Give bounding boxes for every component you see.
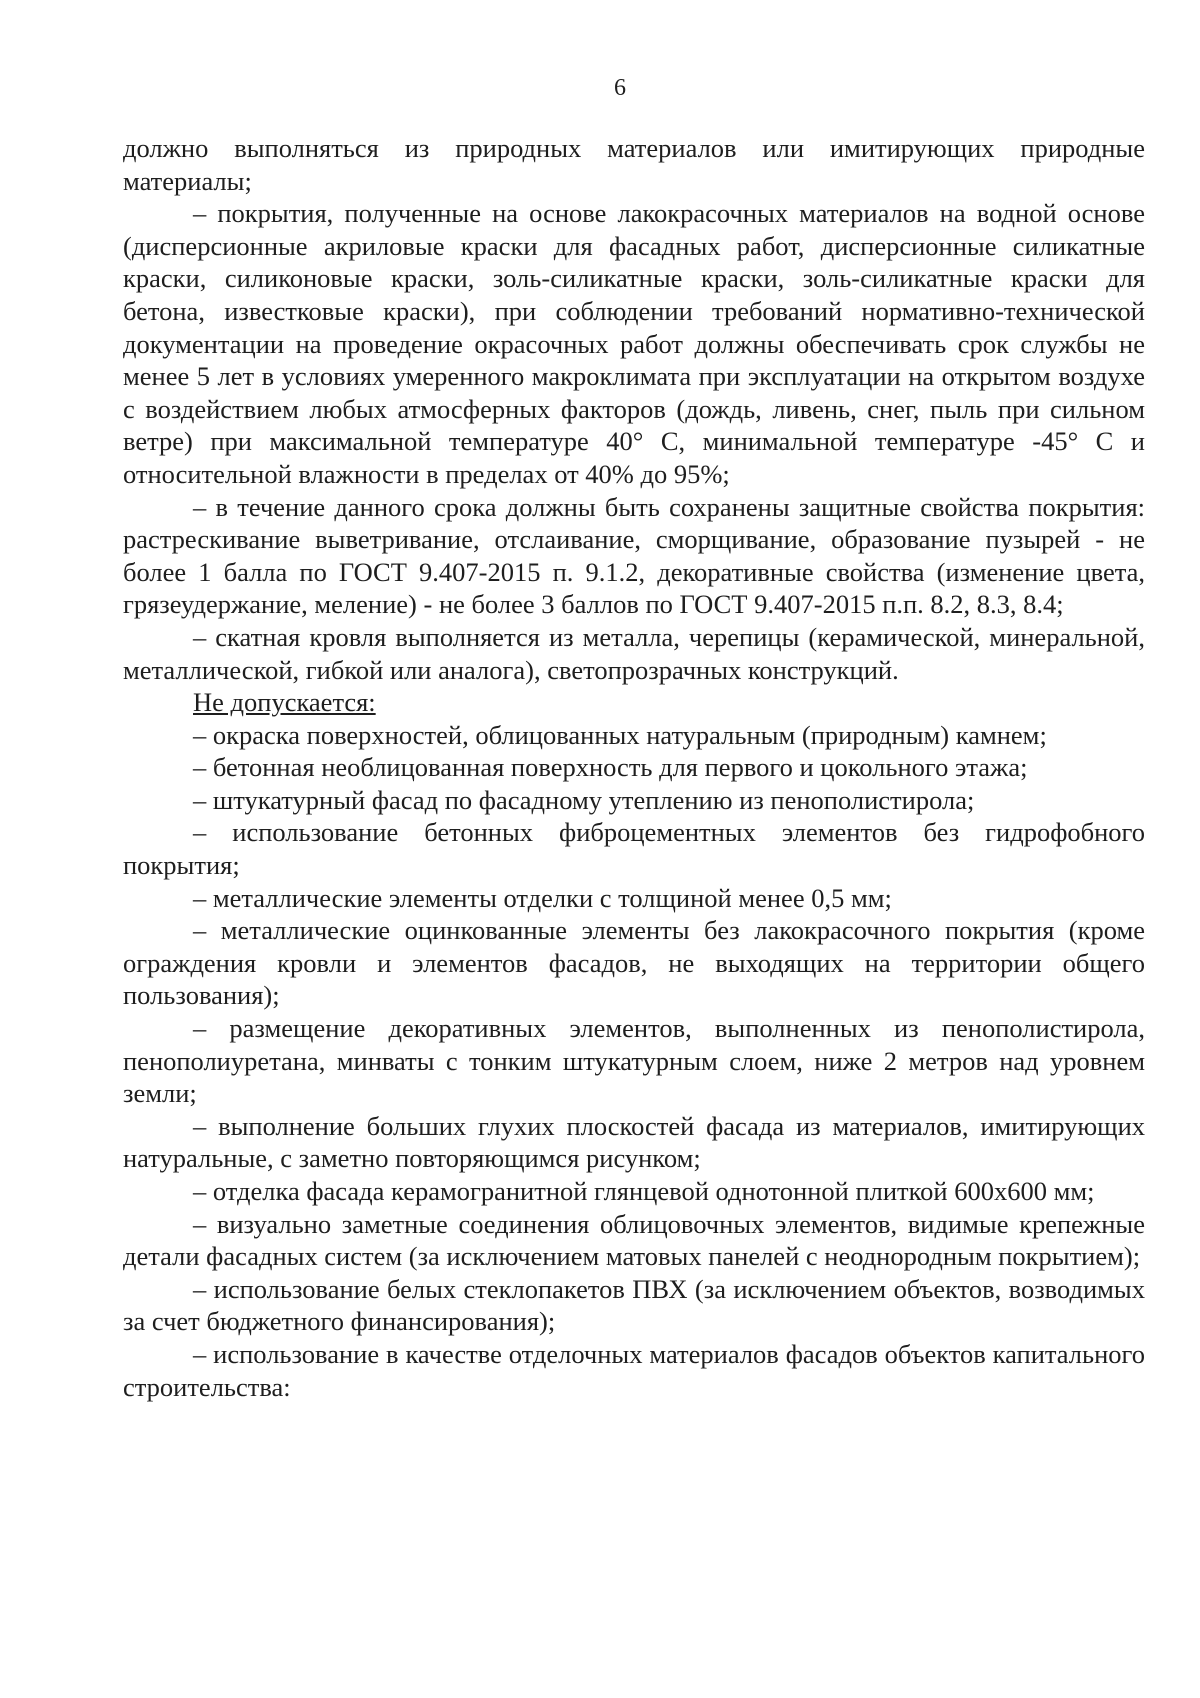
paragraph: – металлические элементы отделки с толщиной менее 0,5 мм; bbox=[193, 882, 892, 913]
page-number: 6 bbox=[614, 75, 626, 101]
paragraph: – металлические оцинкованные элементы без лакокрасочного покрытия (кроме ограждения кровли и элементов фасадов, не выходящих на территории общего пользования); bbox=[123, 915, 1145, 1011]
paragraph: – в течение данного срока должны быть сохранены защитные свойства покрытия: растрескивание выветривание, отслаивание, сморщивание, образование пузырей - не более 1 балла по ГОСТ 9.407-2015 п. 9.1.2, декоративные свойства (изменение цвета, грязеудержание, меление) - не более 3 баллов по ГОСТ 9.407-2015 п.п. 8.2, 8.3, 8.4; bbox=[123, 491, 1145, 620]
section-heading: Не допускается: bbox=[193, 687, 376, 718]
paragraph: – использование в качестве отделочных материалов фасадов объектов капитального строительства: bbox=[123, 1338, 1145, 1402]
paragraph: – скатная кровля выполняется из металла, черепицы (керамической, минеральной, металлической, гибкой или аналога), светопрозрачных конструкций. bbox=[123, 621, 1145, 685]
paragraph: – визуально заметные соединения облицовочных элементов, видимые крепежные детали фасадных систем (за исключением матовых панелей с неоднородным покрытием); bbox=[123, 1208, 1145, 1272]
paragraph: – размещение декоративных элементов, выполненных из пенополистирола, пенополиуретана, минваты с тонким штукатурным слоем, ниже 2 метров над уровнем земли; bbox=[123, 1013, 1145, 1109]
paragraph: – штукатурный фасад по фасадному утеплению из пенополистирола; bbox=[193, 784, 975, 815]
paragraph: – бетонная необлицованная поверхность для первого и цокольного этажа; bbox=[193, 752, 1028, 783]
paragraph: – выполнение больших глухих плоскостей фасада из материалов, имитирующих натуральные, с заметно повторяющимся рисунком; bbox=[123, 1110, 1145, 1174]
paragraph: – использование бетонных фиброцементных элементов без гидрофобного покрытия; bbox=[123, 817, 1145, 881]
document-body bbox=[123, 132, 1145, 1403]
paragraph: должно выполняться из природных материалов или имитирующих природные материалы; bbox=[123, 133, 1145, 196]
paragraph: – окраска поверхностей, облицованных натуральным (природным) камнем; bbox=[193, 719, 1047, 750]
paragraph: – покрытия, полученные на основе лакокрасочных материалов на водной основе (дисперсионные акриловые краски для фасадных работ, дисперсионные силикатные краски, силиконовые краски, золь-силикатные краски, золь-силикатные краски для бетона, известковые краски), при соблюдении требований нормативно-технической документации на проведение окрасочных работ должны обеспечивать срок службы не менее 5 лет в условиях умеренного макроклимата при эксплуатации на открытом воздухе с воздействием любых атмосферных факторов (дождь, ливень, снег, пыль при сильном ветре) при максимальной температуре 40° С, минимальной температуре -45° С и относительной влажности в пределах от 40% до 95%; bbox=[123, 198, 1145, 489]
paragraph: – отделка фасада керамогранитной глянцевой однотонной плиткой 600x600 мм; bbox=[193, 1176, 1095, 1206]
paragraph: – использование белых стеклопакетов ПВХ (за исключением объектов, возводимых за счет бюджетного финансирования); bbox=[123, 1273, 1145, 1337]
